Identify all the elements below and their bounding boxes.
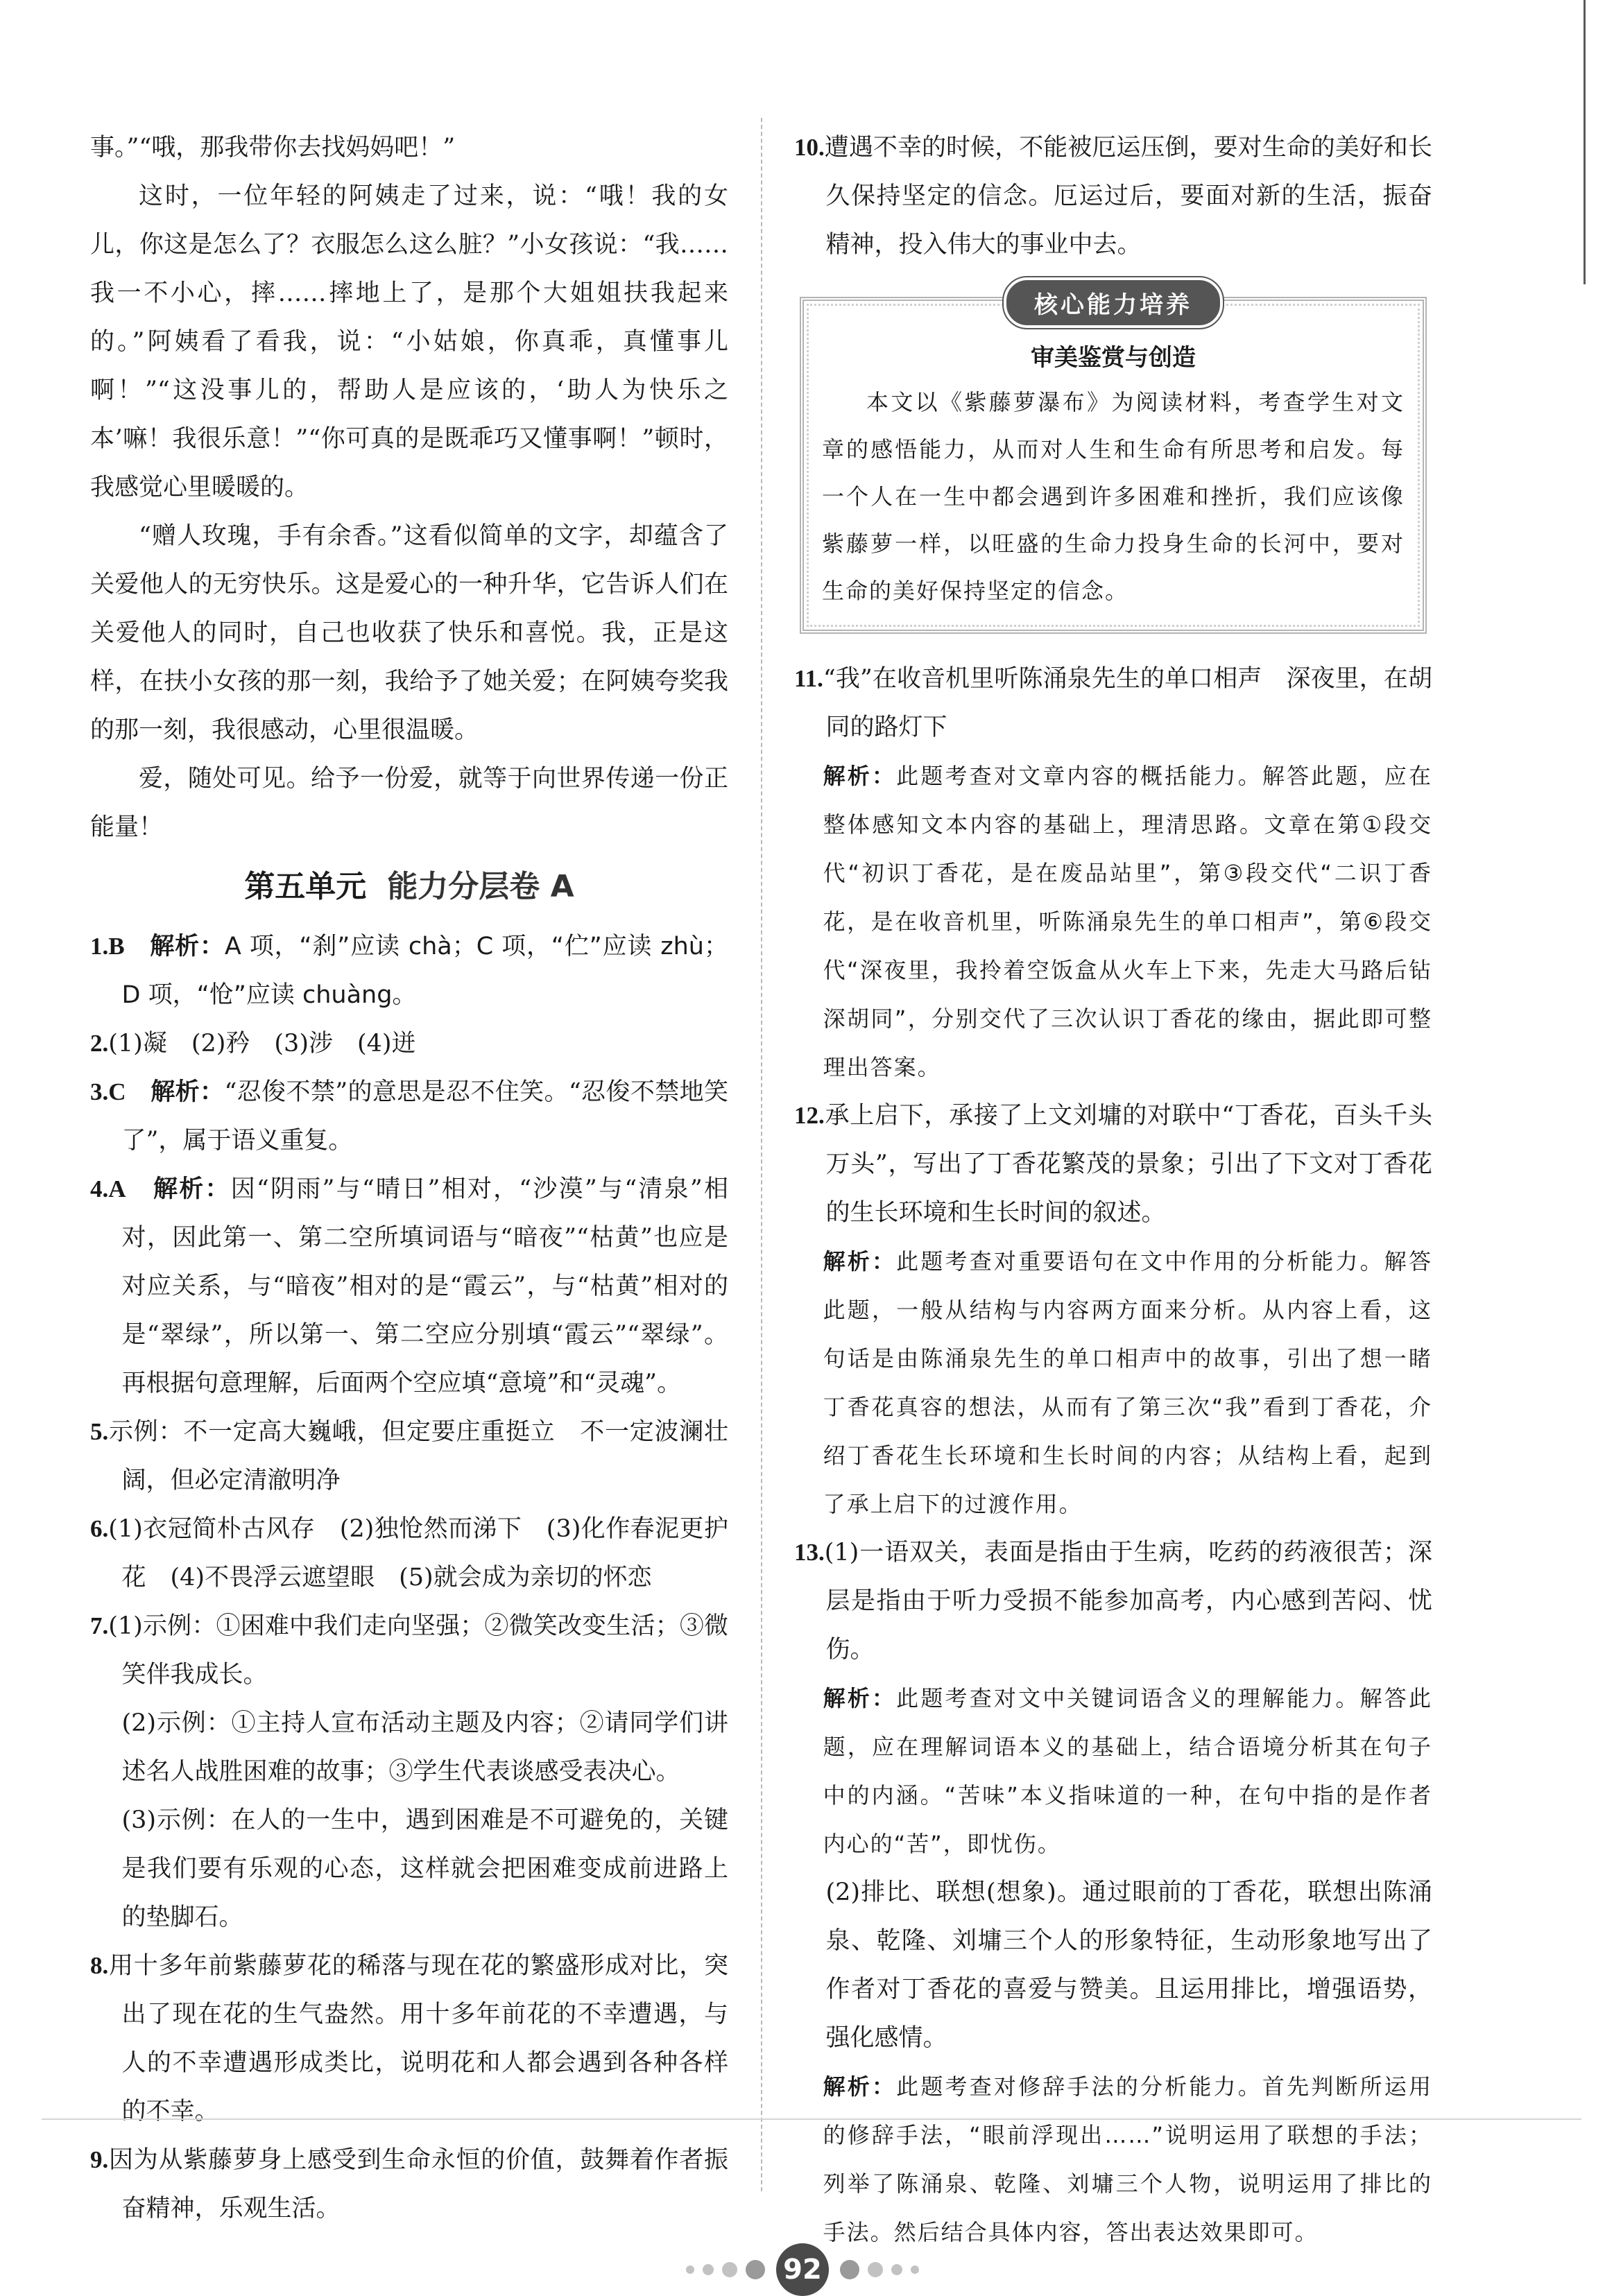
answer-5: 5.示例：不一定高大巍峨，但定要庄重挺立 不一定波澜壮阔，但必定清澈明净 <box>90 1418 728 1494</box>
answer-9: 9.因为从紫藤萝身上感受到生命永恒的价值，鼓舞着作者振奋精神，乐观生活。 <box>90 2146 728 2222</box>
answer-13: 13.(1)一语双关，表面是指由于生病，吃药的药液很苦；深层是指由于听力受损不能参加高考，内心感到苦闷、忧伤。 <box>794 1539 1432 1664</box>
core-ability-text: 本文以《紫藤萝瀑布》为阅读材料，考查学生对文章的感悟能力，从而对人生和生命有所思考和启发。每一个人在一生中都会遇到许多困难和挫折，我们应该像紫藤萝一样，以旺盛的生命力投身生命的长河中，要对生命的美好保持坚定的信念。 <box>822 389 1405 604</box>
decor-dot <box>891 2264 902 2275</box>
unit-title <box>90 856 728 918</box>
analysis-13-2: 解析：此题考查对修辞手法的分析能力。首先判断所运用的修辞手法，“眼前浮现出……”说明运用了联想的手法；列举了陈涌泉、乾隆、刘墉三个人物，说明运用了排比的手法。然后结合具体内容，答出表达效果即可。 <box>823 2073 1432 2245</box>
decor-dot <box>746 2260 765 2279</box>
answer-1: 1.B 解析：A 项，“刹”应读 chà；C 项，“伫”应读 zhù；D 项，“怆”应读 chuàng。 <box>90 933 728 1009</box>
essay-paragraph-4: 爱，随处可见。给予一份爱，就等于向世界传递一份正能量！ <box>90 765 728 841</box>
answer-12: 12.承上启下，承接了上文刘墉的对联中“丁香花，百头千头万头”，写出了丁香花繁茂的景象；引出了下文对丁香花的生长环境和生长时间的叙述。 <box>794 1102 1432 1227</box>
unit-subtitle: 能力分层卷 A <box>387 869 574 904</box>
core-ability-tag: 核心能力培养 <box>1004 277 1223 328</box>
answer-7: 7.(1)示例：①困难中我们走向坚强；②微笑改变生活；③微笑伴我成长。 <box>90 1612 728 1689</box>
unit-name: 第五单元 <box>244 869 367 904</box>
essay-paragraph-1: 事。”“哦，那我带你去找妈妈吧！” <box>90 134 456 162</box>
page-footer <box>0 2243 1605 2296</box>
decor-dot <box>722 2262 737 2277</box>
page-edge-line <box>1583 0 1586 284</box>
answer-3: 3.C 解析：“忍俊不禁”的意思是忍不住笑。“忍俊不禁地笑了”，属于语义重复。 <box>90 1078 728 1155</box>
answer-10: 10.遭遇不幸的时候，不能被厄运压倒，要对生命的美好和长久保持坚定的信念。厄运过后，要面对新的生活，振奋精神，投入伟大的事业中去。 <box>794 134 1432 259</box>
answer-11: 11.“我”在收音机里听陈涌泉先生的单口相声 深夜里，在胡同的路灯下 <box>794 665 1432 741</box>
answer-2: 2.(1)凝 (2)矜 (3)涉 (4)迸 <box>90 1030 416 1058</box>
answer-7-part-2: (2)示例：①主持人宣布活动主题及内容；②请同学们讲述名人战胜困难的故事；③学生代表谈感受表决心。 <box>121 1709 728 1786</box>
essay-paragraph-2: 这时，一位年轻的阿姨走了过来，说：“哦！我的女儿，你这是怎么了？衣服怎么这么脏？”小女孩说：“我……我一不小心，摔……摔地上了，是那个大姐姐扶我起来的。”阿姨看了看我，说：“小姑娘，你真乖，真懂事儿啊！”“这没事儿的，帮助人是应该的，‘助人为快乐之本’嘛！我很乐意！”“你可真的是既乖巧又懂事啊！”顿时，我感觉心里暖暖的。 <box>90 182 728 501</box>
column-divider <box>761 118 762 2191</box>
analysis-11: 解析：此题考查对文章内容的概括能力。解答此题，应在整体感知文本内容的基础上，理清思路。文章在第①段交代“初识丁香花，是在废品站里”，第③段交代“二识丁香花，是在收音机里，听陈涌泉先生的单口相声”，第⑥段交代“深夜里，我拎着空饭盒从火车上下来，先走大马路后钻深胡同”，分别交代了三次认识丁香花的缘由，据此即可整理出答案。 <box>823 763 1432 1080</box>
decor-dot <box>868 2262 883 2277</box>
essay-paragraph-3: “赠人玫瑰，手有余香。”这看似简单的文字，却蕴含了关爱他人的无穷快乐。这是爱心的一种升华，它告诉人们在关爱他人的同时，自己也收获了快乐和喜悦。我，正是这样，在扶小女孩的那一刻，我给予了她关爱；在阿姨夸奖我的那一刻，我很感动，心里很温暖。 <box>90 522 728 744</box>
core-ability-box <box>800 291 1427 634</box>
decor-dot <box>703 2264 714 2275</box>
footer-rule <box>42 2118 1581 2120</box>
analysis-12: 解析：此题考查对重要语句在文中作用的分析能力。解答此题，一般从结构与内容两方面来分析。从内容上看，这句话是由陈涌泉先生的单口相声中的故事，引出了想一睹丁香花真容的想法，从而有了第三次“我”看到丁香花，介绍丁香花生长环境和生长时间的内容；从结构上看，起到了承上启下的过渡作用。 <box>823 1248 1432 1517</box>
answer-8: 8.用十多年前紫藤萝花的稀落与现在花的繁盛形成对比，突出了现在花的生气盎然。用十多年前花的不幸遭遇，与人的不幸遭遇形成类比，说明花和人都会遇到各种各样的不幸。 <box>90 1952 728 2125</box>
answer-7-part-3: (3)示例：在人的一生中，遇到困难是不可避免的，关键是我们要有乐观的心态，这样就会把困难变成前进路上的垫脚石。 <box>121 1806 728 1931</box>
analysis-13-1: 解析：此题考查对文中关键词语含义的理解能力。解答此题，应在理解词语本义的基础上，结合语境分析其在句子中的内涵。“苦味”本义指味道的一种，在句中指的是作者内心的“苦”，即忧伤。 <box>823 1685 1432 1857</box>
decor-dot <box>840 2260 859 2279</box>
decor-dot <box>686 2265 694 2274</box>
answer-6: 6.(1)衣冠简朴古风存 (2)独怆然而涕下 (3)化作春泥更护花 (4)不畏浮云遮望眼 (5)就会成为亲切的怀恋 <box>90 1515 728 1591</box>
answer-13-part-2: (2)排比、联想(想象)。通过眼前的丁香花，联想出陈涌泉、乾隆、刘墉三个人的形象特征，生动形象地写出了作者对丁香花的喜爱与赞美。且运用排比，增强语势，强化感情。 <box>825 1879 1432 2052</box>
left-column <box>90 123 728 2233</box>
core-ability-title: 审美鉴赏与创造 <box>1031 344 1196 372</box>
right-column <box>794 123 1432 2256</box>
page-number: 92 <box>776 2243 829 2296</box>
decor-dot <box>911 2265 919 2274</box>
answer-4: 4.A 解析：因“阴雨”与“晴日”相对，“沙漠”与“清泉”相对，因此第一、第二空所填词语与“暗夜”“枯黄”也应是对应关系，与“暗夜”相对的是“霞云”，与“枯黄”相对的是“翠绿”，所以第一、第二空应分别填“霞云”“翠绿”。再根据句意理解，后面两个空应填“意境”和“灵魂”。 <box>90 1175 728 1397</box>
